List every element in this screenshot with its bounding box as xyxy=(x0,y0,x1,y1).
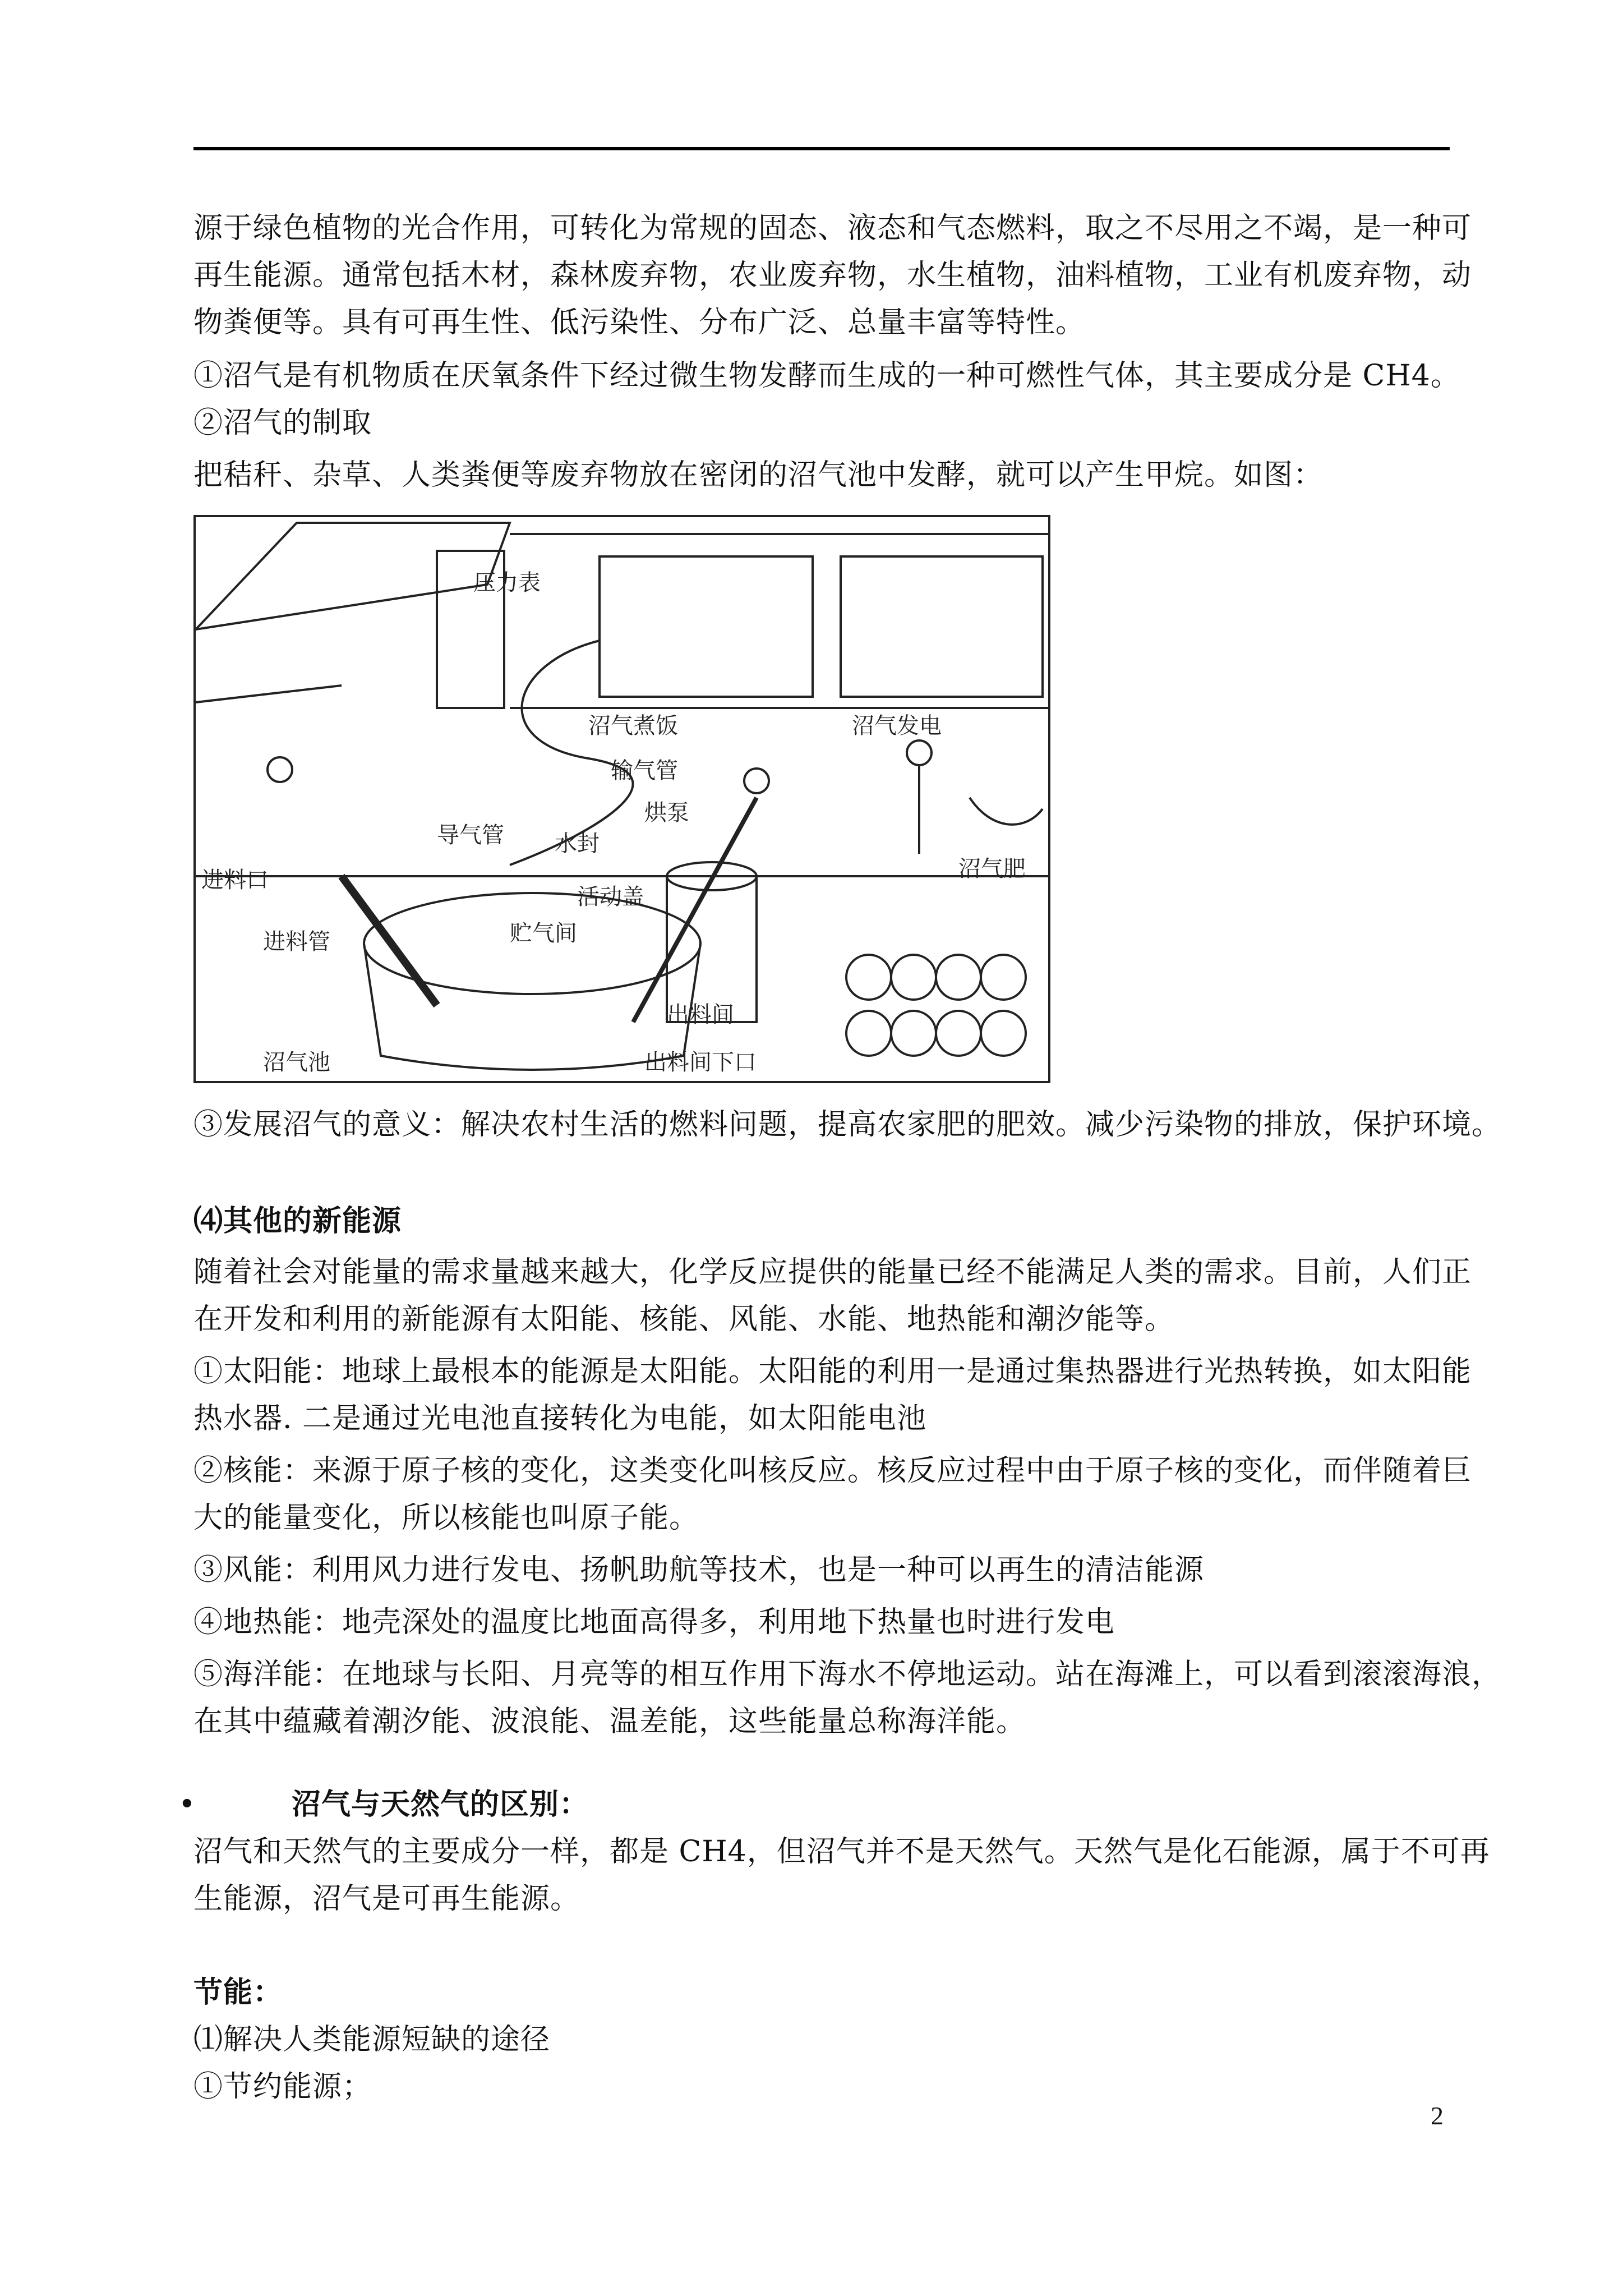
text-line: 随着社会对能量的需求量越来越大，化学反应提供的能量已经不能满足人类的需求。目前，人们正 xyxy=(193,1255,1472,1289)
label-cooking: 沼气煮饭 xyxy=(588,713,678,739)
biogas-digester-figure xyxy=(193,515,1050,1083)
label-pump: 烘泵 xyxy=(644,800,689,826)
text-line: ⑤海洋能：在地球与长阳、月亮等的相互作用下海水不停地运动。站在海滩上，可以看到滚滚海浪， xyxy=(193,1658,1502,1691)
outlet-room xyxy=(667,876,757,1022)
text-line: 沼气和天然气的主要成分一样，都是 CH4，但沼气并不是天然气。天然气是化石能源，属于不可再 xyxy=(193,1835,1490,1869)
header-rule xyxy=(193,147,1450,150)
text-line: 把秸秆、杂草、人类粪便等废弃物放在密闭的沼气池中发酵，就可以产生甲烷。如图： xyxy=(193,458,1324,492)
label-guide-pipe: 导气管 xyxy=(437,822,504,848)
biogas-diagram xyxy=(196,517,1048,1081)
text-line: ①太阳能：地球上最根本的能源是太阳能。太阳能的利用一是通过集热器进行光热转换，如太阳能 xyxy=(193,1355,1472,1388)
page-number: 2 xyxy=(1431,2101,1444,2130)
text-line: 物粪便等。具有可再生性、低污染性、分布广泛、总量丰富等特性。 xyxy=(193,306,1086,339)
label-feed-pipe: 进料管 xyxy=(263,929,330,955)
text-line: 在开发和利用的新能源有太阳能、核能、风能、水能、地热能和潮汐能等。 xyxy=(193,1303,1175,1336)
label-storage: 贮气间 xyxy=(510,921,577,946)
text-line: 再生能源。通常包括木材，森林废弃物，农业废弃物，水生植物，油料植物，工业有机废弃物，动 xyxy=(193,259,1472,292)
bullet-point: • xyxy=(178,1788,196,1821)
section-heading: ⑷其他的新能源 xyxy=(193,1204,402,1238)
barn-roof xyxy=(196,523,510,629)
label-power: 沼气发电 xyxy=(852,713,942,739)
kitchen-room xyxy=(600,556,813,697)
label-outlet-bottom: 出料间下口 xyxy=(644,1050,757,1075)
label-feed-inlet: 进料口 xyxy=(201,867,269,893)
text-line: 生能源，沼气是可再生能源。 xyxy=(193,1882,580,1916)
text-line: ④地热能：地壳深处的温度比地面高得多，利用地下热量也时进行发电 xyxy=(193,1605,1115,1639)
label-digester: 沼气池 xyxy=(263,1050,330,1075)
text-line: ①沼气是有机物质在厌氧条件下经过微生物发酵而生成的一种可燃性气体，其主要成分是 CH4。 xyxy=(193,359,1460,393)
section-heading: 节能： xyxy=(193,1975,283,2009)
text-line: 源于绿色植物的光合作用，可转化为常规的固态、液态和气态燃料，取之不尽用之不竭，是一种可 xyxy=(193,211,1472,245)
text-line: ③风能：利用风力进行发电、扬帆助航等技术，也是一种可以再生的清洁能源 xyxy=(193,1553,1205,1587)
cabbage-field xyxy=(846,955,1026,1056)
feed-pipe xyxy=(342,876,437,1005)
text-line: 热水器. 二是通过光电池直接转化为电能，如太阳能电池 xyxy=(193,1402,927,1435)
label-fertilizer: 沼气肥 xyxy=(958,856,1026,882)
label-outlet-room: 出料间 xyxy=(667,1002,734,1028)
label-pressure-gauge: 压力表 xyxy=(473,570,541,596)
label-gas-pipe: 输气管 xyxy=(611,758,678,784)
text-line: ②沼气的制取 xyxy=(193,406,372,440)
text-line: 在其中蕴藏着潮汐能、波浪能、温差能，这些能量总称海洋能。 xyxy=(193,1705,1026,1738)
text-line: ③发展沼气的意义：解决农村生活的燃料问题，提高农家肥的肥效。减少污染物的排放，保护环境。 xyxy=(193,1108,1502,1142)
label-movable-lid: 活动盖 xyxy=(577,884,644,910)
text-line: 大的能量变化，所以核能也叫原子能。 xyxy=(193,1501,699,1535)
text-line: ①节约能源； xyxy=(193,2070,372,2104)
text-line: ⑴解决人类能源短缺的途径 xyxy=(193,2023,551,2056)
power-room xyxy=(841,556,1043,697)
label-water-seal: 水封 xyxy=(555,831,600,857)
text-line: ②核能：来源于原子核的变化，这类变化叫核反应。核反应过程中由于原子核的变化，而伴随着巨 xyxy=(193,1454,1472,1488)
section-heading: 沼气与天然气的区别： xyxy=(292,1787,589,1821)
